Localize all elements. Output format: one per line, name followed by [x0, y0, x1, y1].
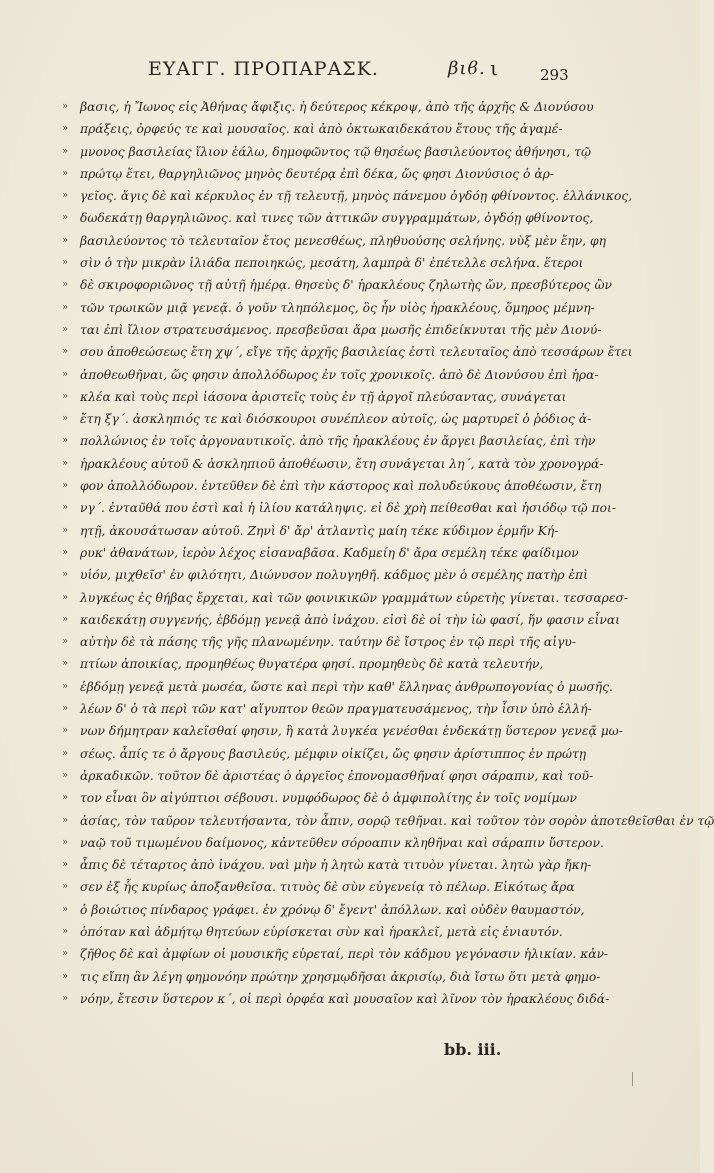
body-text — [62, 96, 714, 1010]
text-line — [62, 96, 594, 118]
margin-quote-mark: » — [62, 390, 69, 402]
margin-quote-mark: » — [62, 591, 69, 603]
line-text: ἡρακλέους αὐτοῦ & ἀσκληπιοῦ ἀποθέωσιν, ἔτη συνάγεται λη΄, κατὰ τὸν χρονογρά- — [80, 456, 604, 471]
text-line — [62, 899, 585, 921]
margin-quote-mark: » — [62, 480, 69, 492]
margin-quote-mark: » — [62, 123, 69, 135]
line-text: πρώτῳ ἔτει, θαργηλιῶνος μηνὸς δευτέρᾳ ἐπὶ δέκα, ὥς φησι Διονύσιος ὁ ἀρ- — [80, 166, 555, 181]
text-line — [62, 720, 623, 742]
running-title: ΕΥΑΓΓ. ΠΡΟΠΑΡΑΣΚ. — [148, 58, 379, 80]
line-text: ἀσίας, τὸν ταῦρον τελευτήσαντα, τὸν ἆπιν, σορῷ τεθῆναι. καὶ τοῦτον τὸν σορὸν ἀποτεθεῖσθαι ἐν τῷ — [80, 813, 714, 828]
margin-quote-mark: » — [62, 190, 69, 202]
line-text: τις εἴπη ἂν λέγη φημονόην πρώτην χρησμῳδῆσαι ἀκρισίῳ, διὰ ἴστω ὅτι μετὰ φημο- — [80, 969, 601, 984]
line-text: σέως. ἆπίς τε ὁ ἄργους βασιλεύς, μέμφιν οἰκίζει, ὥς φησιν ἀρίστιππος ἐν πρώτῃ — [80, 746, 587, 761]
margin-quote-mark: » — [62, 145, 69, 157]
text-line — [62, 631, 577, 653]
margin-quote-mark: » — [62, 346, 69, 358]
margin-quote-mark: » — [62, 502, 69, 514]
line-text: μνονος βασιλείας ἴλιον ἑάλω, δημοφῶντος τῷ θησέως βασιλεύοντος ἀθήνησι, τῷ — [80, 144, 592, 159]
margin-quote-mark: » — [62, 323, 69, 335]
text-line — [62, 252, 584, 274]
text-line — [62, 542, 579, 564]
text-line — [62, 207, 594, 229]
margin-quote-mark: » — [62, 524, 69, 536]
line-text: ὁ βοιώτιος πίνδαρος γράφει. ἐν χρόνῳ δ' ἔγεντ' ἀπόλλων. καὶ οὐδὲν θαυμαστόν, — [80, 902, 585, 917]
margin-quote-mark: » — [62, 569, 69, 581]
text-line — [62, 319, 602, 341]
margin-quote-mark: » — [62, 903, 69, 915]
margin-quote-mark: » — [62, 792, 69, 804]
text-line — [62, 876, 575, 898]
text-line — [62, 163, 562, 185]
running-header — [148, 58, 548, 86]
margin-quote-mark: » — [62, 925, 69, 937]
line-text: κλέα καὶ τοὺς περὶ ἰάσονα ἀριστεῖς τοὺς ἐν τῇ ἀργοῖ πλεύσαντας, συνάγεται — [80, 389, 567, 404]
line-text: βασις, ἡ Ἴωνος εἰς Ἀθήνας ἄφιξις. ἡ δεύτερος κέκροψ, ἀπὸ τῆς ἀρχῆς & Διονύσου — [80, 100, 594, 114]
text-line — [62, 408, 592, 430]
margin-quote-mark: » — [62, 413, 69, 425]
text-line — [62, 787, 577, 809]
margin-quote-mark: » — [62, 658, 69, 670]
line-text: φον ἀπολλόδωρον. ἐντεῦθεν δὲ ἐπὶ τὴν κάστορος καὶ πολυδεύκους ἀποθέωσιν, ἔτη — [80, 479, 602, 494]
line-text: βασιλεύοντος τὸ τελευταῖον ἔτος μενεσθέως, πληθυούσης σελήνης. νὺξ μὲν ἔην, φη — [80, 233, 606, 248]
text-line — [62, 475, 602, 497]
line-text: τῶν τρωικῶν μιᾷ γενεᾷ. ὁ γοῦν τληπόλεμος, ὃς ἦν υἱὸς ἡρακλέους, ὅμηρος μέμνη- — [80, 300, 595, 315]
line-text: ἑβδόμῃ γενεᾷ μετὰ μωσέα, ὥστε καὶ περὶ τὴν καθ' ἕλληνας ἀνθρωπογονίας ὁ μωσῆς. — [80, 679, 613, 694]
text-line — [62, 118, 562, 140]
line-text: καιδεκάτῃ συγγενής, ἑβδόμῃ γενεᾷ ἀπὸ ἰνάχου. εἰσὶ δὲ οἱ τὴν ἰὼ φασί, ἥν φασιν εἶναι — [80, 612, 620, 627]
margin-quote-mark: » — [62, 769, 69, 781]
text-line — [62, 564, 588, 586]
margin-quote-mark: » — [62, 970, 69, 982]
text-line — [62, 230, 606, 252]
line-text: ρυκ' ἀθανάτων, ἱερὸν λέχος εἰσαναβᾶσα. Καδμείη δ' ἄρα σεμέλη τέκε φαίδιμον — [80, 545, 579, 560]
margin-quote-mark: » — [62, 613, 69, 625]
book-label: βιϐ. — [448, 58, 486, 79]
margin-mark — [632, 1072, 633, 1086]
text-line — [62, 810, 714, 832]
line-text: νγ΄. ἐνταῦθά που ἐστὶ καὶ ἡ ἰλίου κατάληψις. εἰ δὲ χρὴ πείθεσθαι καὶ ἡσιόδῳ τῷ ποι- — [80, 501, 617, 516]
line-text: ζῆθος δὲ καὶ ἀμφίων οἱ μουσικῆς εὑρεταί, περὶ τὸν κάδμου γεγόνασιν ἡλικίαν. κἀν- — [80, 947, 609, 962]
text-line — [62, 587, 629, 609]
text-line — [62, 141, 592, 163]
margin-quote-mark: » — [62, 636, 69, 648]
margin-quote-mark: » — [62, 747, 69, 759]
margin-quote-mark: » — [62, 279, 69, 291]
line-text: σεν ἐξ ἧς κυρίως ἀποξανθεῖσα. τιτυὸς δὲ σὺν εὐγενείᾳ τὸ πέλωρ. Εἰκότως ἄρα — [80, 880, 575, 895]
text-line — [62, 497, 617, 519]
line-text: ἆπις δὲ τέταρτος ἀπὸ ἰνάχου. ναὶ μὴν ἡ λητὼ κατὰ τιτυὸν γίνεται. λητὼ γὰρ ἤκη- — [80, 858, 592, 873]
text-line — [62, 676, 613, 698]
line-text: τον εἶναι ὃν αἰγύπτιοι σέβουσι. νυμφόδωρος δὲ ὁ ἀμφιπολίτης ἐν τοῖς νομίμων — [80, 791, 577, 806]
margin-quote-mark: » — [62, 703, 69, 715]
line-text: γεῖος. ἄγις δὲ καὶ κέρκυλος ἐν τῇ τελευτῇ, μηνὸς πάνεμου ὀγδόῃ φθίνοντος. ἑλλάνικος, — [80, 189, 633, 204]
margin-quote-mark: » — [62, 257, 69, 269]
text-line — [62, 832, 604, 854]
text-line — [62, 185, 633, 207]
text-line — [62, 988, 610, 1010]
line-text: ἀποθεωθῆναι, ὥς φησιν ἀπολλόδωρος ἐν τοῖς χρονικοῖς. ἀπὸ δὲ Διονύσου ἐπὶ ἡρα- — [80, 367, 599, 382]
margin-quote-mark: » — [62, 881, 69, 893]
margin-quote-mark: » — [62, 368, 69, 380]
margin-quote-mark: » — [62, 301, 69, 313]
text-line — [62, 386, 567, 408]
line-text: λέων δ' ὁ τὰ περὶ τῶν κατ' αἴγυπτον θεῶν πραγματευσάμενος, τὴν ἶσιν ὑπὸ ἑλλή- — [80, 702, 592, 717]
line-text: ὁπόταν καὶ ἀδμήτῳ θητεύων εὑρίσκεται σὺν καὶ ἡρακλεῖ, μετὰ εἰς ἐνιαυτόν. — [80, 924, 563, 939]
text-line — [62, 274, 612, 296]
margin-quote-mark: » — [62, 859, 69, 871]
margin-quote-mark: » — [62, 680, 69, 692]
text-line — [62, 698, 592, 720]
line-text: ται ἐπὶ ἴλιον στρατευσάμενος. πρεσβεῦσαι ἄρα μωσῆς ἐπιδείκνυται τῆς μὲν Διονύ- — [80, 322, 602, 337]
text-line — [62, 854, 592, 876]
text-line — [62, 765, 594, 787]
line-text: αὐτὴν δὲ τὰ πάσης τῆς γῆς πλανωμένην. ταύτην δὲ ἴστρος ἐν τῷ περὶ τῆς αἰγυ- — [80, 635, 577, 650]
margin-quote-mark: » — [62, 725, 69, 737]
line-text: υἱόν, μιχθεῖσ' ἐν φιλότητι, Διώνυσον πολυγηθῆ. κάδμος μὲν ὁ σεμέλης πατὴρ ἐπὶ — [80, 568, 588, 583]
text-line — [62, 943, 609, 965]
margin-quote-mark: » — [62, 167, 69, 179]
text-line — [62, 520, 562, 542]
text-line — [62, 453, 604, 475]
catchword: bb. iii. — [444, 1040, 502, 1059]
line-text: δὲ σκιροφοριῶνος τῇ αὐτῇ ἡμέρᾳ. θησεὺς δ' ἡρακλέους ζηλωτὴς ὤν, πρεσβύτερος ὢν — [80, 278, 612, 293]
line-text: νόην, ἔτεσιν ὕστερον κ΄, οἱ περὶ ὀρφέα καὶ μουσαῖον καὶ λῖνον τὸν ἡρακλέους διδά- — [80, 991, 610, 1006]
text-line — [62, 341, 633, 363]
margin-quote-mark: » — [62, 814, 69, 826]
line-text: ἔτη ξγ΄. ἀσκληπιός τε καὶ διόσκουροι συνέπλεον αὐτοῖς, ὡς μαρτυρεῖ ὁ ῥόδιος ἀ- — [80, 412, 592, 427]
margin-quote-mark: » — [62, 435, 69, 447]
line-text: ἀρκαδικῶν. τοῦτον δὲ ἀριστέας ὁ ἀργεῖος ἐπονομασθῆναί φησι σάραπιν, καὶ τοῦ- — [80, 768, 594, 783]
margin-quote-mark: » — [62, 836, 69, 848]
line-text: ητῇ, ἀκουσάτωσαν αὐτοῦ. Ζηνὶ δ' ἄρ' ἀτλαντὶς μαίη τέκε κύδιμον ἑρμῆν Κή- — [80, 523, 559, 538]
margin-quote-mark: » — [62, 212, 69, 224]
margin-quote-mark: » — [62, 992, 69, 1004]
text-line — [62, 297, 595, 319]
line-text: σου ἀποθεώσεως ἔτη χψ΄, εἴγε τῆς ἀρχῆς βασιλείας ἐστὶ τελευταῖος ἀπὸ τεσσάρων ἔτει — [80, 345, 633, 360]
text-line — [62, 921, 562, 943]
line-text: λυγκέως ἐς θήβας ἔρχεται, καὶ τῶν φοινικικῶν γραμμάτων εὑρετὴς γίνεται. τεσσαρεσ- — [80, 590, 629, 605]
margin-quote-mark: » — [62, 457, 69, 469]
margin-quote-mark: » — [62, 101, 69, 112]
line-text: πολλώνιος ἐν τοῖς ἀργοναυτικοῖς. ἀπὸ τῆς ἡρακλέους ἐν ἄργει βασιλείας, ἐπὶ τὴν — [80, 434, 596, 449]
line-text: ναῷ τοῦ τιμωμένου δαίμονος, κἀντεῦθεν σόροαπιν κληθῆναι καὶ σάραπιν ὕστερον. — [80, 835, 604, 850]
page-number: 293 — [540, 66, 569, 84]
line-text: πτίων ἀποικίας, προμηθέως θυγατέρα φησί. προμηθεὺς δὲ κατὰ τελευτήν, — [80, 657, 544, 672]
line-text: πράξεις, ὀρφεύς τε καὶ μουσαῖος. καὶ ἀπὸ ὀκτωκαιδεκάτου ἔτους τῆς ἀγαμέ- — [80, 122, 563, 137]
text-line — [62, 743, 587, 765]
text-line — [62, 364, 599, 386]
line-text: δωδεκάτῃ θαργηλιῶνος. καὶ τινες τῶν ἀττικῶν συγγραμμάτων, ὀγδόῃ φθίνοντος, — [80, 211, 594, 226]
margin-quote-mark: » — [62, 234, 69, 246]
text-line — [62, 430, 596, 452]
text-line — [62, 609, 620, 631]
margin-quote-mark: » — [62, 948, 69, 960]
line-text: σὶν ὁ τὴν μικρὰν ἰλιάδα πεποιηκώς, μεσάτη, λαμπρὰ δ' ἐπέτελλε σελήνα. ἕτεροι — [80, 256, 584, 271]
text-line — [62, 653, 562, 675]
book-number: ι — [490, 56, 499, 80]
text-line — [62, 966, 601, 988]
margin-quote-mark: » — [62, 546, 69, 558]
line-text: νων δήμητραν καλεῖσθαί φησιν, ἣ κατὰ λυγκέα γενέσθαι ἑνδεκάτῃ ὕστερον γενεᾷ μω- — [80, 724, 623, 739]
